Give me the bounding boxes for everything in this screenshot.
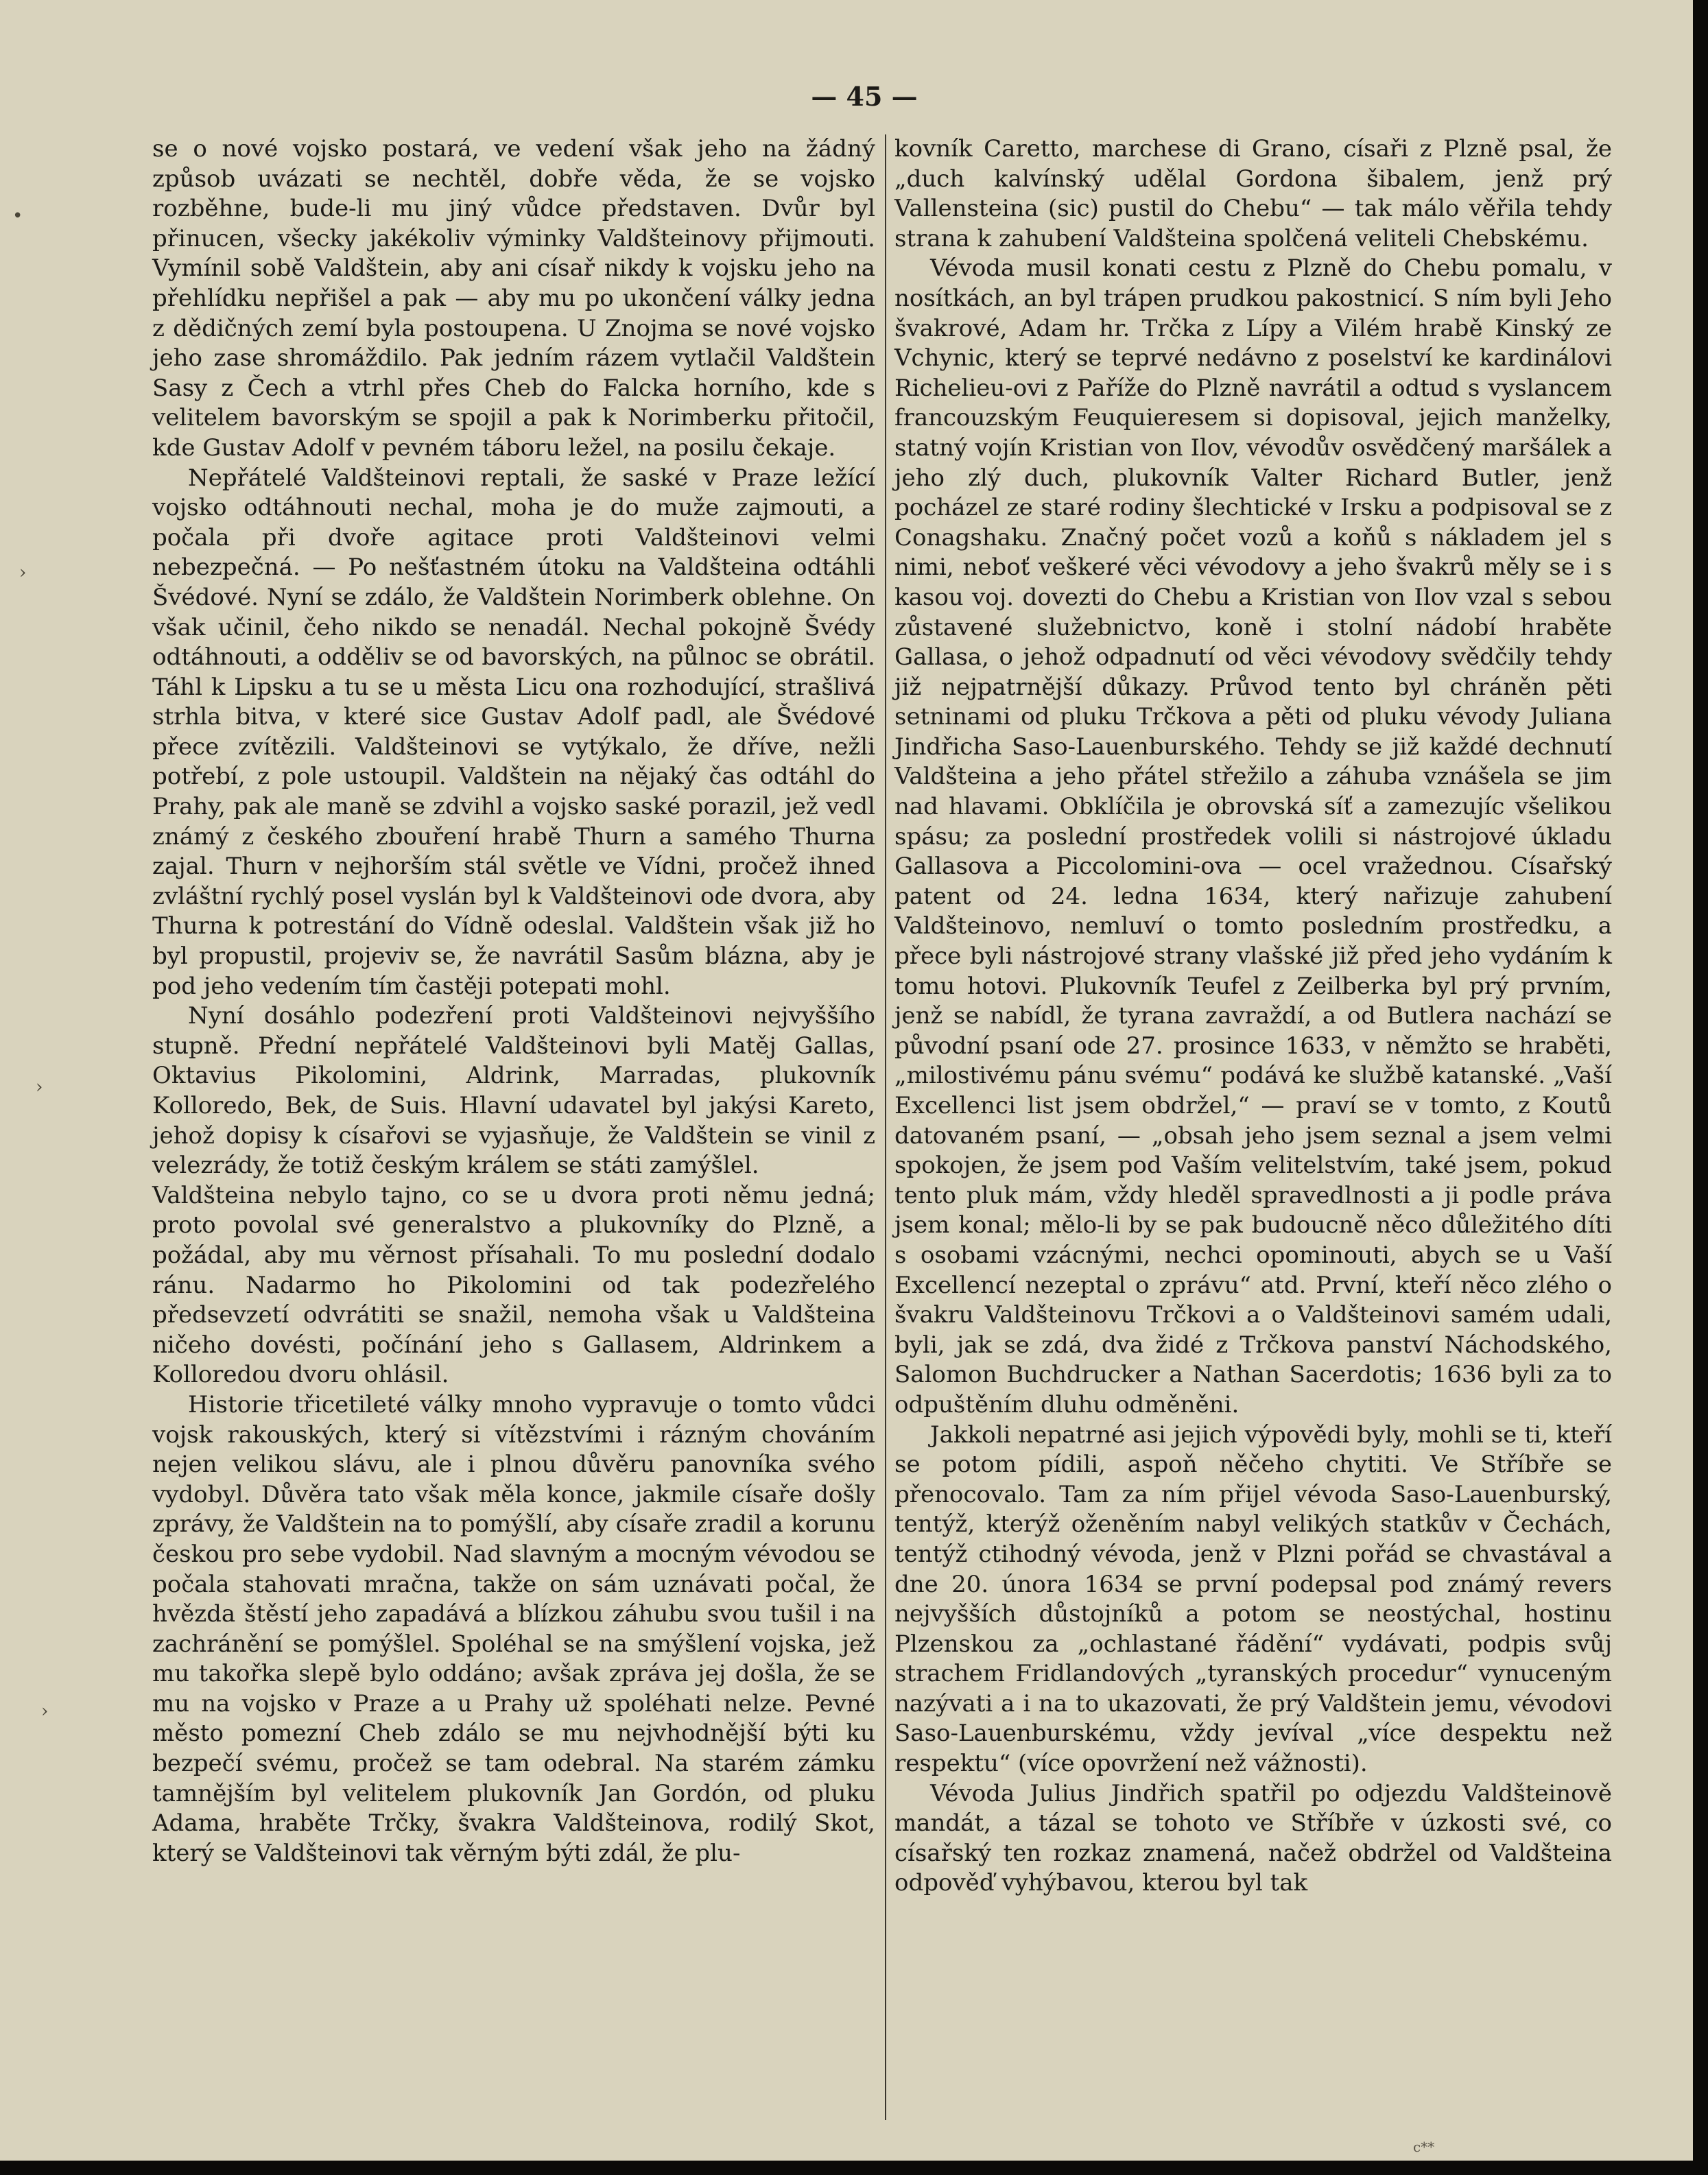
paragraph: Vévoda Julius Jindřich spatřil po odjezdu Valdšteinově mandát, a tázal se tohoto ve Stříbře v úzkosti své, co císařský ten rozkaz znamená, načež obdržel od Valdšteina odpověď vyhýbavou, kterou byl tak [894, 1779, 1612, 1897]
paragraph: se o nové vojsko postará, ve vedení však jeho na žádný způsob uvázati se nechtěl, dobře věda, že se vojsko rozběhne, bude-li mu jiný vůdce představen. Dvůr byl přinucen, všecky jakékoliv výminky Valdšteinovy přijmouti. Vymínil sobě Valdštein, aby ani císař nikdy k vojsku jeho na přehlídku nepřišel a pak — aby mu po ukončení války jedna z dědičných zemí byla postoupena. U Znojma se nové vojsko jeho zase shromáždilo. Pak jedním rázem vytlačil Valdštein Sasy z Čech a vtrhl přes Cheb do Falcka horního, kde s velitelem bavorským se spojil a pak k Norimberku přitočil, kde Gustav Adolf v pevném táboru ležel, na posilu čekaje. [152, 135, 875, 462]
paragraph: Nepřátelé Valdšteinovi reptali, že saské v Praze ležící vojsko odtáhnouti nechal, moha je do muže zajmouti, a počala při dvoře agitace proti Valdšteinovi velmi nebezpečná. — Po nešťastném útoku na Valdšteina odtáhli Švédové. Nyní se zdálo, že Valdštein Norimberk oblehne. On však učinil, čeho nikdo se nenadál. Nechal pokojně Švédy odtáhnouti, a odděliv se od bavorských, na půlnoc se obrátil. Táhl k Lipsku a tu se u města Licu ona rozhodující, strašlivá strhla bitva, v které sice Gustav Adolf padl, ale Švédové přece zvítězili. Valdšteinovi se vytýkalo, že dříve, nežli potřebí, z pole ustoupil. Valdštein na nějaký čas odtáhl do Prahy, pak ale maně se zdvihl a vojsko saské porazil, jež vedl známý z českého zbouření hrabě Thurn a samého Thurna zajal. Thurn v nejhorším stál světle ve Vídni, pročež ihned zvláštní rychlý posel vyslán byl k Valdšteinovi ode dvora, aby Thurna k potrestání do Vídně odeslal. Valdštein však již ho byl propustil, projeviv se, že navrátil Sasům blázna, aby je pod jeho vedením tím častěji potepati mohl. [152, 464, 875, 1000]
page-number: — 45 — [811, 81, 918, 112]
paragraph: Valdšteina nebylo tajno, co se u dvora proti němu jedná; proto povolal své generalstvo a plukovníky do Plzně, a požádal, aby mu věrnost přísahali. To mu poslední dodalo ránu. Nadarmo ho Pikolomini od tak podezřelého předsevzetí odvrátiti se snažil, nemoha však u Valdšteina ničeho dovésti, počínání jeho s Gallasem, Aldrinkem a Kolloredou dvoru ohlásil. [152, 1181, 875, 1389]
paragraph: Historie třicetileté války mnoho vypravuje o tomto vůdci vojsk rakouských, který si vítězstvími i rázným chováním nejen velikou slávu, ale i plnou důvěru panovníka svého vydobyl. Důvěra tato však měla konce, jakmile císaře došly zprávy, že Valdštein na to pomýšlí, aby císaře zradil a korunu českou pro sebe vydobil. Nad slavným a mocným vévodou se počala stahovati mračna, takže on sám uznávati počal, že hvězda štěstí jeho zapadává a blízkou záhubu svou tušil i na zachránění se pomýšlel. Spoléhal se na smýšlení vojska, jež mu takořka slepě bylo oddáno; avšak zpráva jej došla, že se mu na vojsko v Praze a u Prahy už spoléhati nelze. Pevné město pomezní Cheb zdálo se mu nejvhodnější býti ku bezpečí svému, pročež se tam odebral. Na starém zámku tamnějším byl velitelem plukovník Jan Gordón, od pluku Adama, hraběte Trčky, švakra Valdšteinova, rodilý Skot, který se Valdšteinovi tak věrným býti zdál, že plu- [152, 1390, 875, 1867]
margin-mark-icon: › [41, 1701, 49, 1722]
paragraph: Jakkoli nepatrné asi jejich výpovědi byly, mohli se ti, kteří se potom pídili, aspoň něčeho chytiti. Ve Stříbře se přenocovalo. Tam za ním přijel vévoda Saso-Lauenburský, tentýž, kterýž oženěním nabyl velikých statkův v Čechách, tentýž ctihodný vévoda, jenž v Plzni pořád se chvastával a dne 20. února 1634 se první podepsal pod známý revers nejvyšších důstojníků a potom se neostýchal, hostinu Plzenskou za „ochlastané řádění“ vydávati, podpis svůj strachem Fridlandových „tyranských procedur“ vynuceným nazývati a i na to ukazovati, že prý Valdštein jemu, vévodovi Saso-Lauenburskému, vždy jevíval „více despektu než respektu“ (více opovržení než vážnosti). [894, 1421, 1612, 1778]
paragraph: kovník Caretto, marchese di Grano, císaři z Plzně psal, že „duch kalvínský udělal Gordona šibalem, jenž prý Vallensteina (sic) pustil do Chebu“ — tak málo věřila tehdy strana k zahubení Valdšteina spolčená veliteli Chebskému. [894, 135, 1612, 252]
paragraph: Nyní dosáhlo podezření proti Valdšteinovi nejvyššího stupně. Přední nepřátelé Valdšteinovi byli Matěj Gallas, Oktavius Pikolomini, Aldrink, Marradas, plukovník Kolloredo, Bek, de Suis. Hlavní udavatel byl jakýsi Kareto, jehož dopisy k císařovi se vyjasňuje, že Valdštein se vinil z velezrády, že totiž českým králem se státi zamýšlel. [152, 1002, 875, 1180]
margin-mark-icon: › [36, 1077, 43, 1097]
paragraph: Vévoda musil konati cestu z Plzně do Chebu pomalu, v nosítkách, an byl trápen prudkou pakostnicí. S ním byli Jeho švakrové, Adam hr. Trčka z Lípy a Vilém hrabě Kinský ze Vchynic, který se teprvé nedávno z poselství ke kardinálovi Richelieu-ovi z Paříže do Plzně navrátil a odtud s vyslancem francouzským Feuquieresem si dopisoval, jejich manželky, statný vojín Kristian von Ilov, vévodův osvědčený maršálek a jeho zlý duch, plukovník Valter Richard Butler, jenž pocházel ze staré rodiny šlechtické v Irsku a podpisoval se z Conagshaku. Značný počet vozů a koňů s nákladem jel s nimi, neboť veškeré věci vévodovy a jeho švakrů měly se i s kasou voj. dovezti do Chebu a Kristian von Ilov vzal s sebou zůstavené služebnictvo, koně i stolní nádobí hraběte Gallasa, o jehož odpadnutí od věci vévodovy svědčily tehdy již nejpatrnější důkazy. Průvod tento byl chráněn pěti setninami od pluku Trčkova a pěti od pluku vévody Juliana Jindřicha Saso-Lauenburského. Tehdy se již každé dechnutí Valdšteina a jeho přátel střežilo a záhuba vznášela se jim nad hlavami. Obklíčila je obrovská síť a zamezujíc všelikou spásu; za poslední prostředek volili si nástrojové úkladu Gallasova a Piccolomini-ova — ocel vražednou. Císařský patent od 24. ledna 1634, který nařizuje zahubení Valdšteinovo, nemluví o tomto posledním prostředku, a přece byli nástrojové strany vlašské již před jeho vydáním k tomu hotovi. Plukovník Teufel z Zeilberka byl prý prvním, jenž se nabídl, že tyrana zavraždí, a od Butlera nachází se původní psaní ode 27. prosince 1633, v němžto se hraběti, „milostivému pánu svému“ podává ke službě katanské. „Vaší Excellenci list jsem obdržel,“ — praví se v tomto, z Koutů datovaném psaní, — „obsah jeho jsem seznal a jsem velmi spokojen, že jsem pod Vaším velitelstvím, také jsem, pokud tento pluk mám, vždy hleděl spravedlnosti a ji podle práva jsem konal; mělo-li by se pak budoucně něco důležitého díti s osobami vzácnými, nechci opominouti, abych se u Vaší Excellencí nezeptal o zprávu“ atd. První, kteří něco zlého o švakru Valdšteinovu Trčkovi a o Valdšteinovi samém udali, byli, jak se zdá, dva židé z Trčkova panství Náchodského, Salomon Buchdrucker a Nathan Sacerdotis; 1636 byli za to odpuštěním dluhu odměněni. [894, 254, 1612, 1418]
margin-mark-icon: › [19, 562, 27, 583]
right-column [894, 134, 1612, 1899]
left-column [152, 134, 875, 1868]
column-divider [885, 134, 886, 2120]
margin-mark-icon: • [12, 206, 23, 226]
signature-mark: c** [1413, 2139, 1435, 2155]
